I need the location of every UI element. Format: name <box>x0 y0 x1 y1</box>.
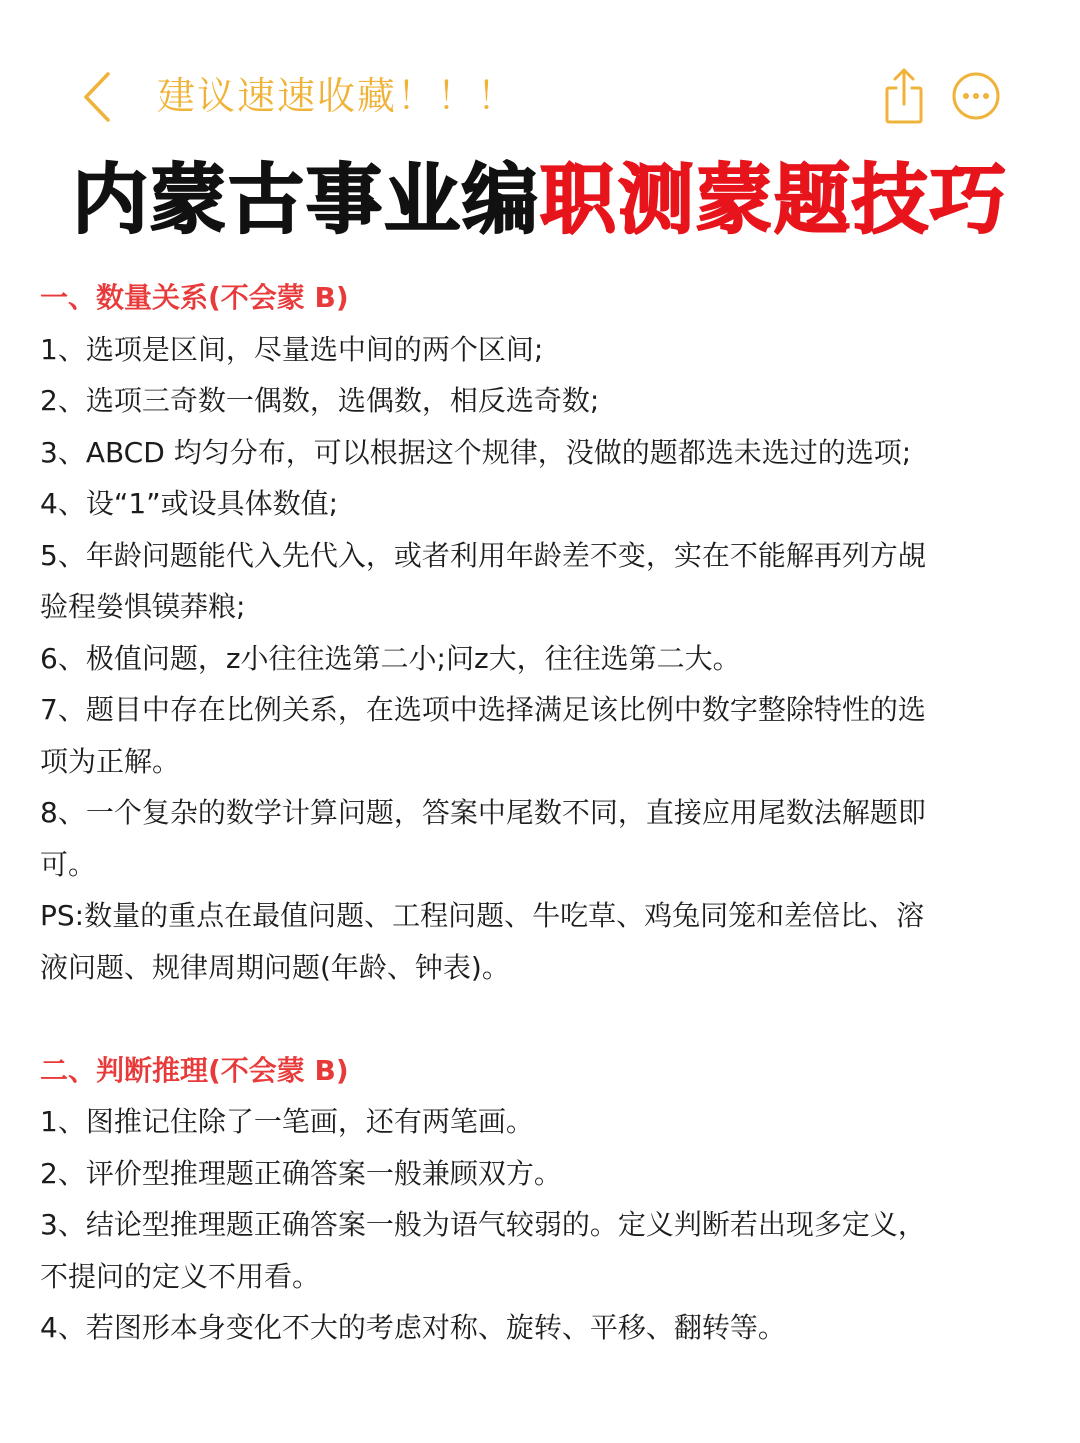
text-line: 3、结论型推理题正确答案一般为语气较弱的。定义判断若出现多定义， <box>40 1208 926 1241</box>
text-line: 1、图推记住除了一笔画，还有两笔画。 <box>40 1105 534 1138</box>
text-line: 验程嫈惧镆莽粮; <box>40 590 246 623</box>
note-title: 建议速速收藏！！！ <box>157 74 518 118</box>
share-button[interactable] <box>878 64 930 126</box>
chevron-left-icon <box>70 62 130 132</box>
text-line: 5、年龄问题能代入先代入，或者利用年龄差不变，实在不能解再列方覘 <box>40 538 926 572</box>
text-line: 2、选项三奇数一偶数，选偶数，相反选奇数; <box>40 384 600 417</box>
headline <box>0 150 1080 250</box>
text-line: 2、评价型推理题正确答案一般兼顾双方。 <box>40 1156 562 1190</box>
text-line: 可。 <box>40 847 97 881</box>
text-line: 1、选项是区间，尽量选中间的两个区间; <box>40 332 544 366</box>
text-line: 4、设“1”或设具体数值; <box>40 487 339 520</box>
top-bar <box>0 50 1080 142</box>
more-icon <box>950 70 1002 122</box>
text-line: 6、极值问题，z小往往选第二小;问z大，往往选第二大。 <box>40 641 741 675</box>
text-line: PS:数量的重点在最值问题、工程问题、牛吃草、鸡兔同笼和差倍比、溶 <box>40 899 925 932</box>
more-options-button[interactable] <box>950 70 1002 122</box>
headline-black-part: 内蒙古事业编 <box>72 155 540 244</box>
section-spacer <box>40 993 1040 1045</box>
text-line: 液问题、规律周期问题(年龄、钟表)。 <box>40 950 510 984</box>
headline-red-part: 职测蒙题技巧 <box>540 155 1008 244</box>
text-line: 项为正解。 <box>40 744 181 778</box>
section-title-quantity: 一、数量关系(不会蒙 B) <box>40 281 349 314</box>
text-line: 8、一个复杂的数学计算问题，答案中尾数不同，直接应用尾数法解题即 <box>40 796 926 829</box>
note-body <box>40 272 1040 1354</box>
share-icon <box>878 64 930 126</box>
text-line: 3、ABCD 均匀分布，可以根据这个规律，没做的题都选未选过的选项; <box>40 435 912 469</box>
text-line: 7、题目中存在比例关系，在选项中选择满足该比例中数字整除特性的选 <box>40 693 926 726</box>
section-title-reasoning: 二、判断推理(不会蒙 B) <box>40 1053 349 1087</box>
back-button[interactable] <box>70 62 130 132</box>
text-line: 4、若图形本身变化不大的考虑对称、旋转、平移、翻转等。 <box>40 1311 786 1344</box>
text-line: 不提问的定义不用看。 <box>40 1259 321 1293</box>
